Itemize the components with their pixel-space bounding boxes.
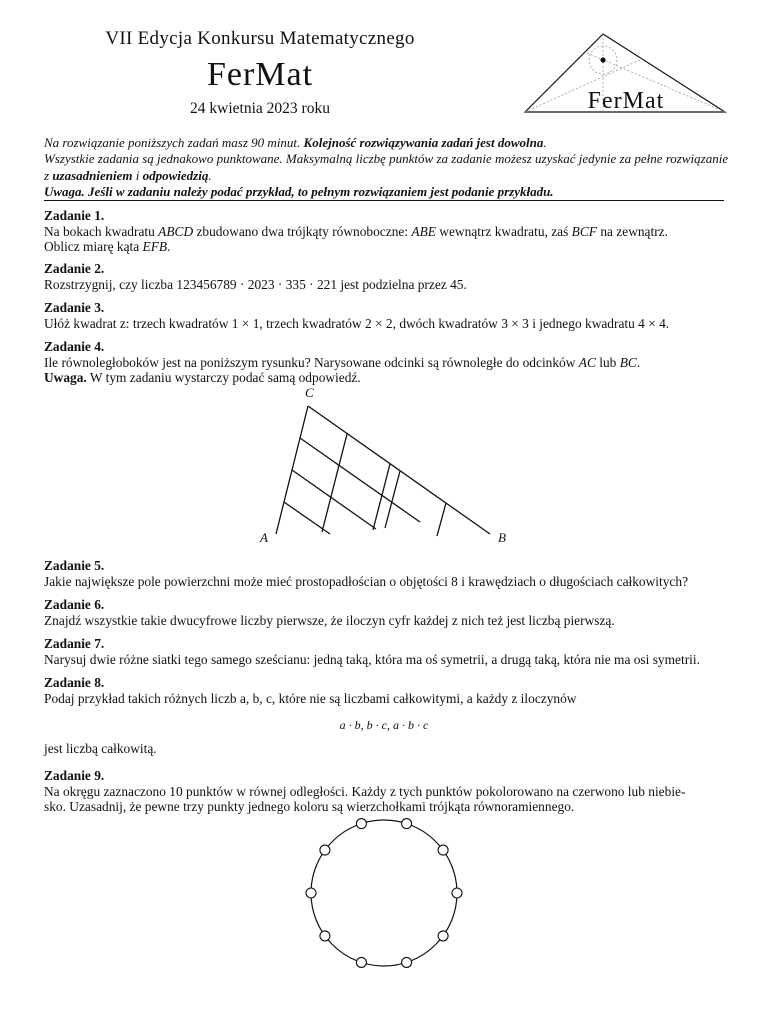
circle-point	[356, 819, 366, 829]
circle-point	[306, 888, 316, 898]
intro-dot: .	[543, 135, 547, 150]
circle-point	[356, 957, 366, 967]
task-1	[44, 208, 734, 255]
task-text: Znajdź wszystkie takie dwucyfrowe liczby pierwsze, że iloczyn cyfr każdej z nich też jest liczbą pierwszą.	[44, 612, 615, 628]
task-text: sko. Uzasadnij, że pewne trzy punkty jednego koloru są wierzchołkami trójkąta równoramiennego.	[44, 799, 575, 815]
math-var: AC	[578, 354, 596, 370]
task-text: Rozstrzygnij, czy liczba 123456789 · 2023 · 335 · 221 jest podzielna przez 45.	[44, 276, 467, 292]
task-heading: Zadanie 6.	[44, 597, 105, 612]
task-text: Ułóż kwadrat z: trzech kwadratów 1 × 1, trzech kwadratów 2 × 2, dwóch kwadratów 3 × 3 i jednego kwadratu 4 × 4.	[44, 315, 670, 331]
task-text: Jakie największe pole powierzchni może mieć prostopadłościan o objętości 8 i krawędziach o długościach całkowitych?	[44, 573, 689, 589]
intro-order-note: Kolejność rozwiązywania zadań jest dowolna	[303, 135, 544, 150]
task-heading: Zadanie 2.	[44, 261, 105, 276]
competition-edition: VII Edycja Konkursu Matematycznego	[105, 28, 415, 49]
circle-outline	[311, 820, 457, 966]
task-5	[44, 558, 734, 589]
task-4	[44, 339, 734, 386]
parallel-segment	[300, 438, 420, 522]
label-c: C	[305, 385, 314, 400]
competition-date: 24 kwietnia 2023 roku	[190, 100, 330, 117]
math-var: ABCD	[158, 223, 194, 239]
task-heading: Zadanie 4.	[44, 339, 105, 354]
circle-point	[438, 845, 448, 855]
parallel-segment	[292, 470, 376, 529]
intro-justification: uzasadnieniem	[52, 167, 133, 183]
circle-point	[438, 931, 448, 941]
task-heading: Zadanie 3.	[44, 300, 105, 315]
intro-line3-start: z	[44, 167, 53, 183]
intro-line3-and: i	[132, 167, 143, 183]
fermat-logo	[522, 28, 732, 116]
math-var: BC	[619, 354, 637, 370]
task-note-label: Uwaga.	[44, 370, 87, 386]
task-9	[44, 768, 734, 815]
task-heading: Zadanie 5.	[44, 558, 105, 573]
task-heading: Zadanie 7.	[44, 636, 105, 651]
math-var: EFB	[142, 239, 168, 255]
intro-warning: Uwaga. Jeśli w zadaniu należy podać przykład, to pełnym rozwiązaniem jest podanie przykładu.	[44, 183, 554, 199]
math-var: BCF	[571, 223, 597, 239]
task-8	[44, 675, 734, 706]
task-heading: Zadanie 8.	[44, 675, 105, 690]
ten-points-circle	[300, 818, 468, 968]
circle-point	[402, 957, 412, 967]
task-2	[44, 261, 734, 292]
task-text: wewnątrz kwadratu, zaś	[435, 223, 572, 239]
task-text: Na okręgu zaznaczono 10 punktów w równej odległości. Każdy z tych punktów pokolorowano na czerwono lub niebie-	[44, 783, 686, 799]
task-text: Podaj przykład takich różnych liczb a, b, c, które nie są liczbami całkowitymi, a każdy z iloczynów	[44, 690, 577, 706]
task-text: .	[636, 354, 641, 370]
label-b: B	[498, 530, 506, 545]
logo-text: FerMat	[587, 88, 665, 114]
parallel-segment	[437, 503, 446, 536]
circle-point	[320, 845, 330, 855]
task-text: Narysuj dwie różne siatki tego samego sześcianu: jedną taką, która ma oś symetrii, a drugą taką, która nie ma osi symetrii.	[44, 651, 700, 667]
task-3	[44, 300, 734, 331]
task-6	[44, 597, 734, 628]
task-text: na zewnątrz.	[596, 223, 668, 239]
math-var: ABE	[411, 223, 436, 239]
task-heading: Zadanie 1.	[44, 208, 105, 223]
task-text: Na bokach kwadratu	[44, 223, 159, 239]
intro-line3-end: .	[208, 167, 212, 183]
intro-line1: Na rozwiązanie poniższych zadań masz 90 minut.	[44, 135, 304, 150]
circle-point	[452, 888, 462, 898]
task-heading: Zadanie 9.	[44, 768, 105, 783]
circle-point	[402, 819, 412, 829]
task-text: Ile równoległoboków jest na poniższym rysunku? Narysowane odcinki są równoległe do odcinków	[44, 354, 579, 370]
instructions	[44, 135, 734, 200]
intro-answer: odpowiedzią	[142, 167, 209, 183]
intro-line2: Wszystkie zadania są jednakowo punktowane. Maksymalną liczbę punktów za zadanie możesz uzyskać jedynie za pełne rozwiązanie	[44, 151, 729, 167]
parallel-segment	[322, 434, 347, 532]
divider	[44, 200, 724, 201]
competition-title: FerMat	[206, 56, 314, 93]
task-7	[44, 636, 734, 667]
task-text: lub	[595, 354, 620, 370]
circle-point	[320, 931, 330, 941]
task-text: zbudowano dwa trójkąty równoboczne:	[193, 223, 412, 239]
segment-cb	[308, 406, 490, 534]
parallelogram-figure	[250, 382, 520, 550]
label-a: A	[260, 530, 268, 545]
task-text: jest liczbą całkowitą.	[44, 741, 157, 756]
task-text: .	[167, 239, 171, 255]
task-note: W tym zadaniu wystarczy podać samą odpowiedź.	[86, 370, 361, 386]
products-formula: a · b, b · c, a · b · c	[339, 718, 429, 732]
task-text: Oblicz miarę kąta	[44, 239, 143, 255]
